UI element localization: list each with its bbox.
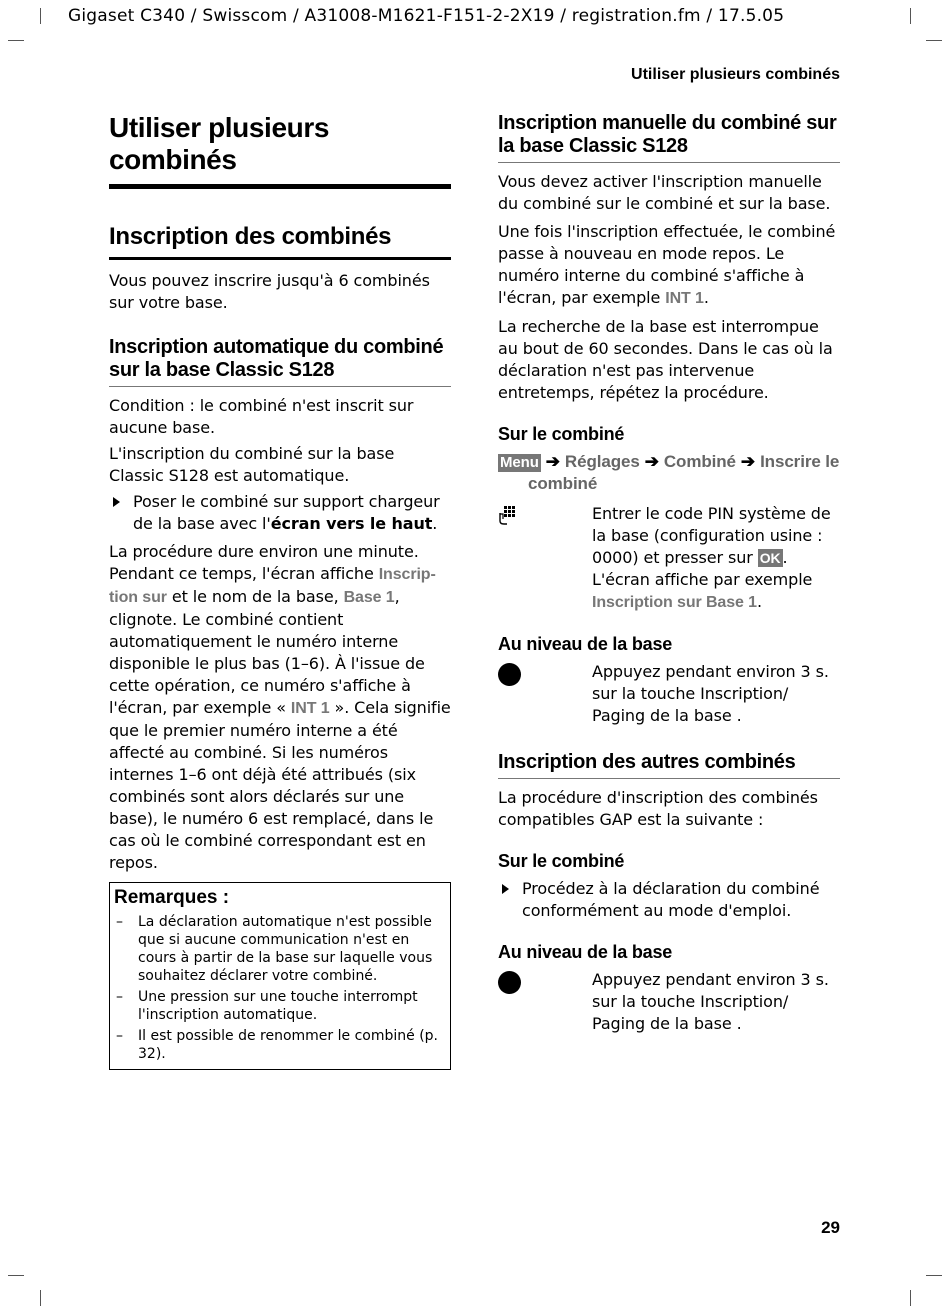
page-number: 29 xyxy=(821,1218,840,1237)
handset-heading-2: Sur le combiné xyxy=(498,851,625,871)
display-text: INT 1 xyxy=(290,700,330,717)
crop-mark xyxy=(910,1290,911,1306)
bullet-triangle-icon xyxy=(113,497,120,507)
remarks-box xyxy=(109,882,451,1070)
display-text: Inscription sur Base 1 xyxy=(592,594,757,611)
base-button-icon xyxy=(498,663,521,686)
remark-item: – Il est possible de renommer le combiné (p. 32). xyxy=(116,1028,438,1062)
manual-text-2: Une fois l'inscription effectuée, le combiné passe à nouveau en mode repos. Le numéro interne du combiné s'affiche à l'écran, par exemple INT 1. xyxy=(498,222,836,307)
auto-heading: Inscription automatique du combiné sur la base Classic S128 xyxy=(109,336,451,387)
manual-heading: Inscription manuelle du combiné sur la base Classic S128 xyxy=(498,112,840,163)
arrow-icon: ➔ xyxy=(740,452,756,471)
crop-mark xyxy=(8,40,24,41)
section-title: Inscription des combinés xyxy=(109,223,451,260)
intro-text: Vous pouvez inscrire jusqu'à 6 combinés sur votre base. xyxy=(109,271,430,312)
keypad-icon xyxy=(498,505,518,525)
bullet-triangle-icon xyxy=(502,884,509,894)
crop-mark xyxy=(926,40,942,41)
other-bullet: Procédez à la déclaration du combiné conformément au mode d'emploi. xyxy=(498,878,840,922)
display-text: INT 1 xyxy=(665,290,704,307)
handset-heading: Sur le combiné xyxy=(498,424,625,444)
remarks-title: Remarques : xyxy=(114,887,230,908)
other-text: La procédure d'inscription des combinés compatibles GAP est la suivante : xyxy=(498,788,818,829)
display-text: Inscrip-tion sur xyxy=(109,566,436,606)
crop-mark xyxy=(926,1275,942,1276)
pin-step: Entrer le code PIN système de la base (configuration usine : 0000) et presser sur OK . L'écran affiche par exemple Inscription sur Base 1. xyxy=(498,503,840,614)
other-heading: Inscription des autres combinés xyxy=(498,751,840,779)
base-heading: Au niveau de la base xyxy=(498,634,673,654)
display-text: Base 1 xyxy=(343,589,395,606)
right-column xyxy=(498,108,840,1035)
base-heading-2: Au niveau de la base xyxy=(498,942,673,962)
condition-text: Condition : le combiné n'est inscrit sur aucune base. xyxy=(109,396,414,437)
file-info-line: Gigaset C340 / Swisscom / A31008-M1621-F151-2-2X19 / registration.fm / 17.5.05 xyxy=(68,6,785,26)
bold-phrase: écran vers le haut xyxy=(270,514,433,533)
running-head: Utiliser plusieurs combinés xyxy=(631,66,840,83)
menu-key: Menu xyxy=(500,454,539,471)
ok-key: OK xyxy=(759,550,781,566)
remark-item: – La déclaration automatique n'est possible que si aucune communication n'est en cours à partir de la base sur laquelle vous souhaitez déclarer votre combiné. xyxy=(116,914,433,984)
remark-item: – Une pression sur une touche interrompt l'inscription automatique. xyxy=(116,989,418,1023)
crop-mark xyxy=(910,8,911,24)
auto-bullet: Poser le combiné sur support chargeur de la base avec l'écran vers le haut. xyxy=(109,491,451,535)
crop-mark xyxy=(40,8,41,24)
manual-text-3: La recherche de la base est interrompue au bout de 60 secondes. Dans le cas où la déclaration n'est pas intervenue entretemps, répétez la procédure. xyxy=(498,317,833,402)
base-step-2: Appuyez pendant environ 3 s. sur la touche Inscription/ Paging de la base . xyxy=(498,969,840,1035)
arrow-icon: ➔ xyxy=(545,452,560,471)
manual-text-1: Vous devez activer l'inscription manuelle du combiné sur le combiné et sur la base. xyxy=(498,172,831,213)
arrow-icon: ➔ xyxy=(644,452,659,471)
base-button-icon xyxy=(498,971,521,994)
crop-mark xyxy=(8,1275,24,1276)
menu-path: Menu ➔ Réglages ➔ Combiné ➔ Inscrire le combiné xyxy=(500,452,840,493)
procedure-text: La procédure dure environ une minute. Pendant ce temps, l'écran affiche Inscrip-tion sur et le nom de la base, Base 1, clignote. Le combiné contient automatiquement le numéro interne disponible le plus bas (1–6). À l'issue de cette opération, ce numéro s'affiche à l'écran, par exemple « INT 1 ». Cela signifie que le premier numéro interne a été affecté au combiné. Si les numéros internes 1–6 ont déjà été attribués (six combinés sont alors déclarés sur une base), le numéro 6 est remplacé, dans le cas où le combiné correspondant est en repos. xyxy=(109,542,451,872)
page-title: Utiliser plusieurs combinés xyxy=(109,108,451,189)
crop-mark xyxy=(40,1290,41,1306)
base-step: Appuyez pendant environ 3 s. sur la touche Inscription/ Paging de la base . xyxy=(498,661,840,727)
left-column xyxy=(109,108,451,1070)
auto-text: L'inscription du combiné sur la base Classic S128 est automatique. xyxy=(109,444,395,485)
